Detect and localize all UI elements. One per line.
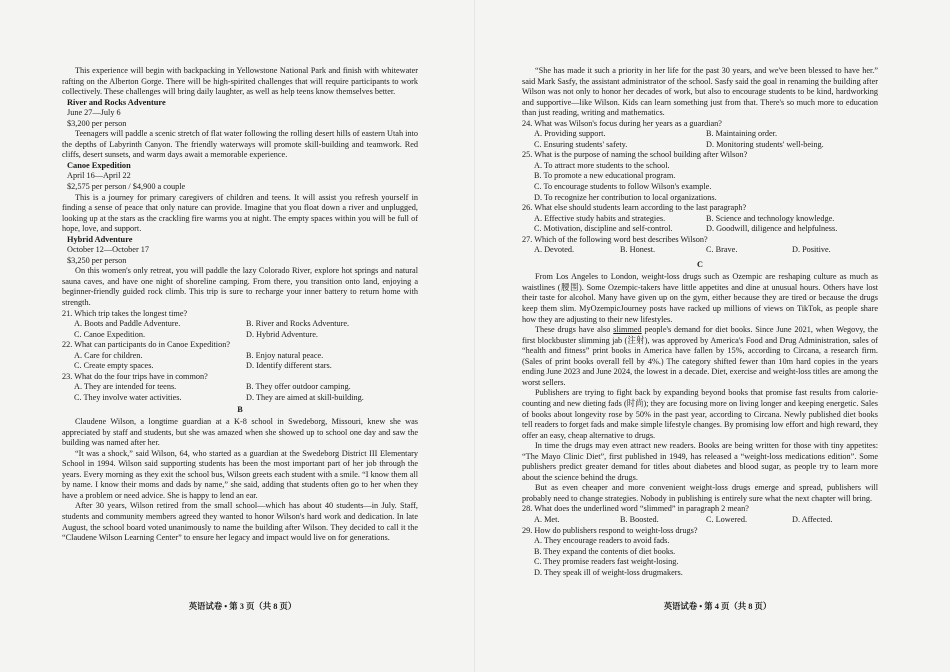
- question-stem: 21. Which trip takes the longest time?: [62, 308, 188, 318]
- option-c: C. They involve water activities.: [74, 392, 182, 402]
- question-stem: 23. What do the four trips have in common?: [62, 371, 208, 381]
- option-b: B. Boosted.: [620, 514, 659, 524]
- option-c: C. Ensuring students' safety.: [534, 139, 628, 149]
- page-4: [475, 0, 950, 672]
- option-d: D. Goodwill, diligence and helpfulness.: [706, 224, 838, 234]
- option-c: C. To encourage students to follow Wilson's example.: [534, 182, 712, 192]
- page-4-column: [522, 66, 878, 578]
- underlined-word: slimmed: [613, 325, 642, 335]
- question-29: [522, 526, 878, 579]
- c-paragraph-4: In time the drugs may even attract new readers. Books are being written for those with tiny appetites: “The Mayo Clinic Diet”, first published in 1949, has released a “weight-loss medications edition”. Some publishers predict greater demand for titles about diabetes and blood sugar, as people try to learn more about the science behind the drugs.: [522, 441, 878, 482]
- option-b: B. Science and technology knowledge.: [706, 213, 835, 223]
- c-paragraph-2: These drugs have also slimmed people's demand for diet books. Since June 2021, when Wegovy, the first blockbuster slimming jab (注射), was approved by America's Food and Drug Administration, sales of “health and fitness” print books in America have fallen by 15%, according to Circana, a research firm. (Sales of print books overall fell by 4%.) The category shifted fewer than 10m hard copies in the years ending June 2023 and June 2024, the lowest in a decade. Diet, exercise and weight-loss titles are among the worst sellers.: [522, 325, 878, 387]
- c-paragraph-5: But as even cheaper and more convenient weight-loss drugs emerge and spread, publishers will probably need to change strategies. Nobody in publishing is entirely sure what the next chapter will bring.: [522, 483, 878, 503]
- question-stem: 27. Which of the following word best describes Wilson?: [522, 234, 708, 244]
- section-c-heading: C: [697, 259, 703, 269]
- question-28: [522, 504, 878, 525]
- hybrid-title: Hybrid Adventure: [67, 234, 133, 244]
- river-title: River and Rocks Adventure: [67, 97, 166, 107]
- question-stem: 29. How do publishers respond to weight-loss drugs?: [522, 525, 698, 535]
- option-c: C. Lowered.: [706, 514, 748, 524]
- page-3-column: [62, 66, 418, 544]
- option-a: A. They are intended for teens.: [74, 382, 177, 392]
- option-c: C. Create empty spaces.: [74, 361, 154, 371]
- question-stem: 28. What does the underlined word “slimmed” in paragraph 2 mean?: [522, 504, 749, 514]
- option-a: A. They encourage readers to avoid fads.: [534, 536, 670, 546]
- question-23: [62, 372, 418, 404]
- option-d: D. Affected.: [792, 514, 833, 524]
- option-a: A. Devoted.: [534, 245, 575, 255]
- question-26: [522, 203, 878, 235]
- option-b: B. River and Rocks Adventure.: [246, 319, 350, 329]
- option-a: A. Providing support.: [534, 129, 606, 139]
- option-d: D. Positive.: [792, 245, 831, 255]
- option-d: D. They speak ill of weight-loss drugmakers.: [534, 567, 683, 577]
- question-22: [62, 340, 418, 372]
- option-b: B. Honest.: [620, 245, 656, 255]
- question-25: [522, 150, 878, 203]
- option-b: B. Maintaining order.: [706, 129, 778, 139]
- b-paragraph-4: “She has made it such a priority in her life for the past 30 years, and we've been blessed to have her.” said Mark Sasfy, the assistant administrator of the school. Sasfy said the goal in renaming the building after Wilson was not only to honor her decades of work, but also to encourage students to be kind, hardworking and supportive—like Wilson. Kids can learn something just from that. There's so much more to education than just reading, writing and mathematics.: [522, 66, 878, 118]
- c-paragraph-1: From Los Angeles to London, weight-loss drugs such as Ozempic are reshaping culture as much as waistlines (腰围). Some Ozempic-takers have little appetites and dine at unusual hours. Others have lost their taste for alcohol. Many have given up on the gym, either because they are tired or because the drugs keep them slim. MyOzempicJourney posts have racked up millions of views on TikTok, as people share how they are adjusting to their new lifestyles.: [522, 272, 878, 324]
- c-paragraph-3: Publishers are trying to fight back by expanding beyond books that promise fast results from calorie-counting and new dieting fads (时尚); they are focusing more on living longer and keeping energetic. Sales of books about longevity rose by 50% in the past year, according to Circana. Newly published diet books tell readers to forget fads and make simple lifestyle changes. By promising low effort and high reward, they offer an easy, cheap alternative to drugs.: [522, 388, 878, 440]
- option-a: A. Boots and Paddle Adventure.: [74, 319, 181, 329]
- option-a: A. Met.: [534, 514, 560, 524]
- option-a: A. To attract more students to the school.: [534, 160, 670, 170]
- question-stem: 26. What else should students learn according to the last paragraph?: [522, 203, 747, 213]
- option-c: C. Brave.: [706, 245, 738, 255]
- option-c: C. Canoe Expedition.: [74, 329, 146, 339]
- river-desc: Teenagers will paddle a scenic stretch of flat water following the rolling desert hills of eastern Utah into the depths of Labyrinth Canyon. The friendly waterways will promote skill-building and teamwork. Red cliffs, desert sunsets, and warm days await a memorable experience.: [62, 129, 418, 160]
- option-d: D. To recognize her contribution to local organizations.: [534, 192, 717, 202]
- option-d: D. Monitoring students' well-being.: [706, 139, 824, 149]
- option-c: C. They promise readers fast weight-losing.: [534, 557, 679, 567]
- canoe-dates: April 16—April 22: [67, 171, 131, 181]
- hybrid-dates: October 12—October 17: [67, 245, 150, 255]
- question-21: [62, 309, 418, 341]
- section-b-heading: B: [237, 404, 243, 414]
- page-4-footer: 英语试卷 • 第 4 页（共 8 页）: [663, 602, 772, 611]
- option-d: D. Hybrid Adventure.: [246, 329, 318, 339]
- page-3-footer: 英语试卷 • 第 3 页（共 8 页）: [188, 602, 297, 611]
- question-stem: 22. What can participants do in Canoe Expedition?: [62, 340, 231, 350]
- option-a: A. Care for children.: [74, 350, 143, 360]
- option-a: A. Effective study habits and strategies.: [534, 213, 666, 223]
- canoe-title: Canoe Expedition: [67, 160, 131, 170]
- canoe-desc: This is a journey for primary caregivers of children and teens. It will assist you refresh yourself in finding a sense of peace that only nature can provide. Imagine that you float down a river and unplugged, looking up at the stars as the crackling fire warms you at night. The empty spaces within you will be full of hope, love, and support.: [62, 192, 418, 234]
- hybrid-desc: On this women's only retreat, you will paddle the lazy Colorado River, explore hot springs and natural sauna caves, and have one night of shoreline camping. From there, you transition onto land, enjoying a beginner-friendly guided rock climb. This trip is sure to recharge your inner battery to return home with strength.: [62, 266, 418, 308]
- canoe-price: $2,575 per person / $4,900 a couple: [67, 182, 186, 192]
- b-paragraph-1: Claudene Wilson, a longtime guardian at a K-8 school in Swedeborg, Missouri, knew she was appreciated by staff and students, but she was amazed when she showed up to school one day and saw the building was named after her.: [62, 417, 418, 448]
- intro-paragraph: This experience will begin with backpacking in Yellowstone National Park and finish with whitewater rafting on the Alberton Gorge. There will be high-spirited challenges that will require participants to work collectively. These challenges will bring daily laughter, as well as help teens know themselves better.: [62, 66, 418, 97]
- b-paragraph-3: After 30 years, Wilson retired from the small school—which has about 40 students—in July. Staff, students and community members agreed they wanted to honor Wilson's hard work and dedication. In late August, the school board voted unanimously to name the building after Wilson. They decided to call it the “Claudene Wilson Learning Center” to ensure her legacy and impact would live on for generations.: [62, 501, 418, 543]
- option-d: D. They are aimed at skill-building.: [246, 392, 364, 402]
- question-24: [522, 119, 878, 151]
- option-d: D. Identify different stars.: [246, 361, 332, 371]
- question-stem: 24. What was Wilson's focus during her years as a guardian?: [522, 118, 722, 128]
- hybrid-price: $3,250 per person: [67, 255, 127, 265]
- question-27: [522, 235, 878, 256]
- option-b: B. Enjoy natural peace.: [246, 350, 324, 360]
- question-stem: 25. What is the purpose of naming the school building after Wilson?: [522, 150, 748, 160]
- option-b: B. They offer outdoor camping.: [246, 382, 351, 392]
- option-b: B. To promote a new educational program.: [534, 171, 676, 181]
- b-paragraph-2: “It was a shock,” said Wilson, 64, who started as a guardian at the Swedeborg District III Elementary School in 1994. Wilson said supporting students has been the most important part of her job through the years. Every morning as they exit the school bus, Wilson greets each student with a smile. “I know them all by name. I know their moms and dads by name,” she said, adding that students often go to her when they have a problem or need advice. She is happy to lend an ear.: [62, 448, 418, 500]
- option-b: B. They expand the contents of diet books.: [534, 546, 676, 556]
- river-price: $3,200 per person: [67, 118, 127, 128]
- river-dates: June 27—July 6: [67, 108, 121, 118]
- option-c: C. Motivation, discipline and self-control.: [534, 224, 673, 234]
